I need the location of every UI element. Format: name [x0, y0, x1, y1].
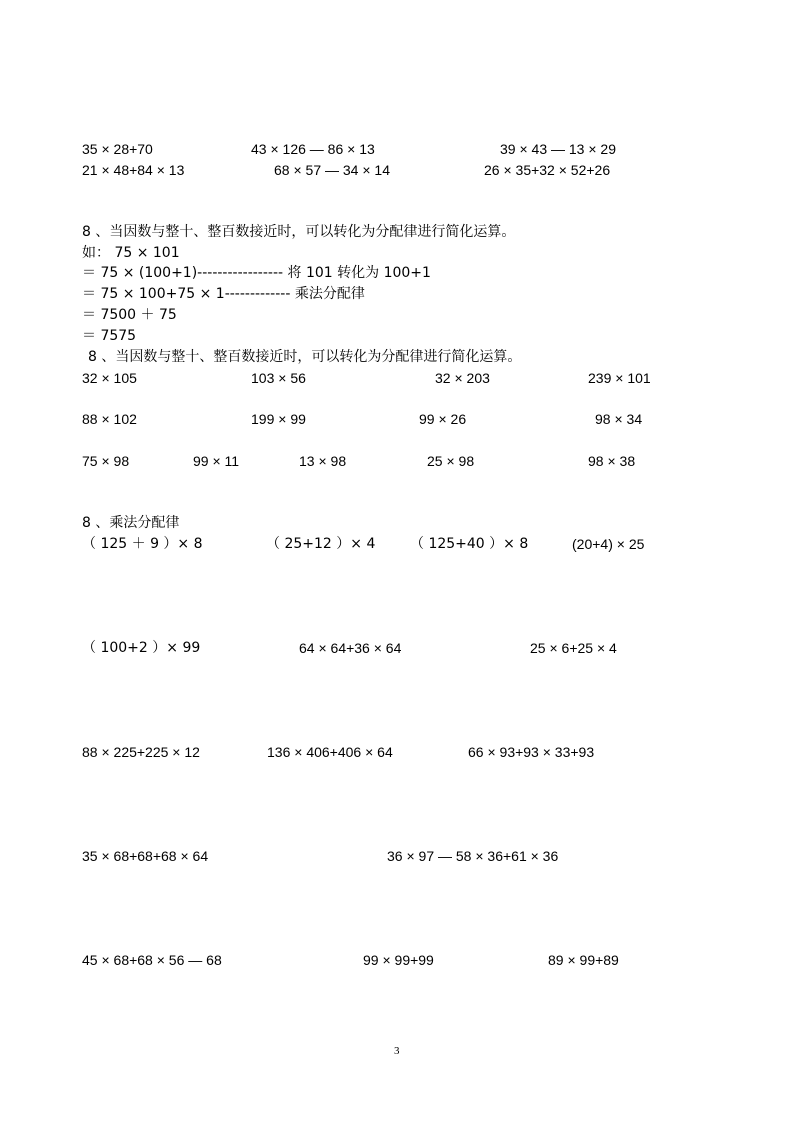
problem-item: 64 × 64+36 × 64 — [299, 640, 402, 656]
problem-item: 199 × 99 — [251, 411, 306, 427]
page-number: 3 — [394, 1045, 400, 1057]
problem-item: (20+4) × 25 — [572, 536, 645, 552]
example-line: ＝ 75 × (100+1)----------------- 将 101 转化为 100+1 — [82, 265, 431, 281]
problem-item: （ 25+12 ）× 4 — [266, 536, 376, 552]
problem-item: 68 × 57 — 34 × 14 — [274, 162, 390, 178]
section-heading: 8 、当因数与整十、整百数接近时，可以转化为分配律进行简化运算。 — [82, 224, 516, 240]
problem-item: 136 × 406+406 × 64 — [267, 744, 393, 760]
problem-item: 99 × 26 — [419, 411, 467, 427]
problem-item: 88 × 102 — [82, 411, 137, 427]
problem-item: 35 × 28+70 — [82, 141, 153, 157]
problem-item: （ 100+2 ）× 99 — [82, 640, 201, 656]
problem-item: 43 × 126 — 86 × 13 — [251, 141, 375, 157]
problem-item: （ 125 ＋ 9 ）× 8 — [82, 536, 203, 552]
example-line: ＝ 75 × 100+75 × 1------------- 乘法分配律 — [82, 286, 365, 302]
problem-item: 98 × 34 — [595, 411, 643, 427]
problem-item: 99 × 11 — [193, 453, 240, 469]
problem-item: 25 × 98 — [427, 453, 475, 469]
problem-item: 32 × 203 — [435, 370, 490, 386]
problem-item: 25 × 6+25 × 4 — [530, 640, 617, 656]
problem-item: 75 × 98 — [82, 453, 130, 469]
problem-item: 35 × 68+68+68 × 64 — [82, 848, 209, 864]
problem-item: 89 × 99+89 — [548, 952, 619, 968]
example-line: ＝ 7500 ＋ 75 — [82, 307, 177, 323]
problem-item: 21 × 48+84 × 13 — [82, 162, 185, 178]
problem-item: 39 × 43 — 13 × 29 — [500, 141, 616, 157]
example-line: ＝ 7575 — [82, 328, 137, 344]
problem-item: 98 × 38 — [588, 453, 636, 469]
problem-item: 26 × 35+32 × 52+26 — [484, 162, 611, 178]
problem-item: 32 × 105 — [82, 370, 137, 386]
problem-item: 66 × 93+93 × 33+93 — [468, 744, 595, 760]
problem-item: 45 × 68+68 × 56 — 68 — [82, 952, 222, 968]
problem-item: 103 × 56 — [251, 370, 306, 386]
problem-item: （ 125+40 ）× 8 — [410, 536, 529, 552]
problem-item: 13 × 98 — [299, 453, 347, 469]
section-heading: 8 、当因数与整十、整百数接近时，可以转化为分配律进行简化运算。 — [88, 349, 522, 365]
problem-item: 99 × 99+99 — [363, 952, 434, 968]
problem-item: 239 × 101 — [588, 370, 651, 386]
example-line: 如： 75 × 101 — [82, 245, 180, 261]
problem-item: 36 × 97 — 58 × 36+61 × 36 — [387, 848, 559, 864]
problem-item: 88 × 225+225 × 12 — [82, 744, 200, 760]
section-heading: 8 、乘法分配律 — [82, 515, 180, 531]
